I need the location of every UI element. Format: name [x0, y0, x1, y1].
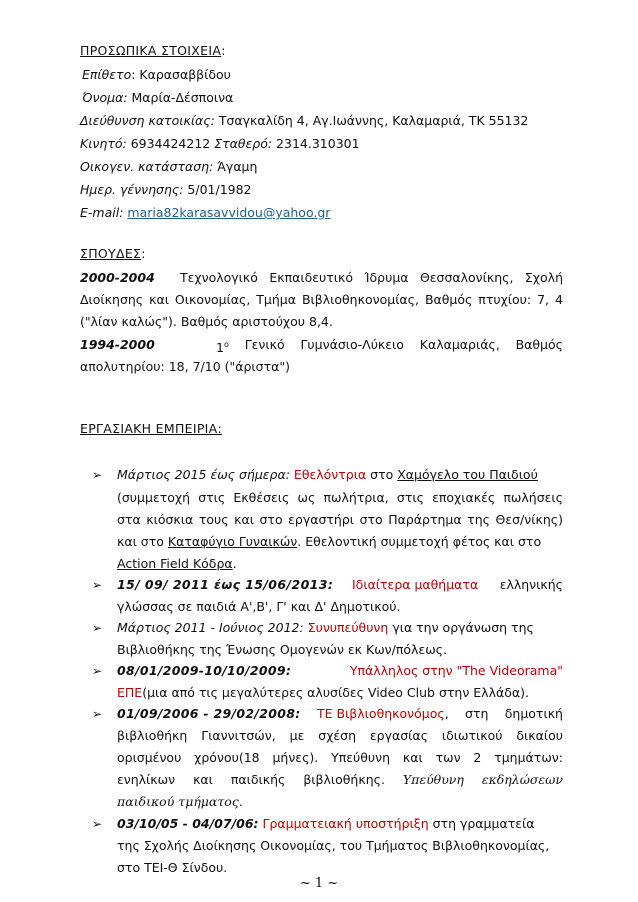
job6-rest: στη γραμματεία — [428, 816, 535, 831]
edu2-w: Καλαμαριάς, — [419, 337, 500, 352]
job6-line1 — [117, 815, 534, 833]
job5-w: με — [289, 728, 305, 743]
job1-line2 — [117, 489, 563, 507]
job5-role: ΤΕ Βιβλιοθηκονόμος — [317, 706, 445, 721]
job5-line1-rest — [317, 705, 563, 723]
name-row — [82, 89, 233, 107]
job3-line2: Βιβλιοθήκης της Ένωσης Ομογενών εκ Κων/πόλεως. — [117, 642, 447, 657]
job2-role: Ιδιαίτερα μαθήματα — [352, 577, 479, 592]
edu1-w: Τεχνολογικό — [180, 270, 258, 285]
edu1-w: και — [149, 292, 169, 307]
edu1-years: 2000-2004 — [80, 270, 155, 285]
address-row — [80, 112, 528, 130]
job1-actionfield-link[interactable]: Action Field Κόδρα — [117, 556, 233, 571]
education-heading-colon: : — [141, 246, 146, 261]
edu1-w: 7, — [537, 292, 550, 307]
work-heading — [80, 420, 222, 438]
job5-w: εκδηλώσεων — [481, 772, 563, 787]
edu1-w: Βιβλιοθηκονομίας, — [301, 292, 419, 307]
job1-w: πωλήσεις — [503, 490, 563, 505]
job1-w: στα — [117, 512, 141, 527]
job1-w: και — [234, 512, 254, 527]
edu2-line1-words — [216, 336, 563, 357]
edu2-w: Γυμνάσιο-Λύκειο — [300, 337, 404, 352]
edu1-line1-words — [180, 269, 563, 287]
job2-line2: γλώσσας σε παιδιά Α',Β', Γ' και Δ' Δημοτικού. — [117, 599, 401, 614]
surname-label: Επίθετο — [82, 67, 132, 82]
edu2-num: 1 — [216, 340, 224, 356]
job1-w: της — [467, 512, 490, 527]
education-heading-line — [80, 245, 145, 263]
job6-line3: στο ΤΕΙ-Θ Σίνδου. — [117, 860, 228, 875]
mobile-label: Κινητό: — [80, 136, 127, 151]
job5-w: δικαίου — [516, 728, 563, 743]
edu2-sup: ο — [223, 340, 229, 349]
job1-w: κιόσκια — [146, 512, 194, 527]
job4-l2-rest: (μια από τις μεγαλύτερες αλυσίδες Video Club στην Ελλάδα). — [142, 685, 529, 700]
edu1-line2 — [80, 291, 563, 309]
job3-role: Συνυπεύθυνη — [307, 620, 389, 635]
job1-l4-post: . Εθελοντική συμμετοχή φέτος και στο — [297, 534, 542, 549]
bullet-icon: ➢ — [92, 578, 103, 592]
job5-w: βιβλιοθήκης. — [303, 772, 385, 787]
edu1-w: 4 — [554, 292, 563, 307]
job5-w: σχέση — [318, 728, 357, 743]
bullet-icon: ➢ — [92, 707, 103, 721]
edu2-w: Βαθμός — [515, 337, 563, 352]
edu2-line1 — [80, 336, 563, 357]
personal-heading: ΠΡΟΣΩΠΙΚΑ ΣΤΟΙΧΕΙΑ — [80, 43, 222, 58]
job3-line1 — [117, 619, 534, 637]
edu1-w: Οικονομίας, — [174, 292, 251, 307]
job5-w: παιδικής — [230, 772, 286, 787]
address-value: Τσαγκαλίδη 4, Αγ.Ιωάννης, Καλαμαριά, ΤΚ 55132 — [214, 113, 529, 128]
job5-line3 — [117, 749, 563, 767]
job5-w: βιβλιοθήκη — [117, 728, 188, 743]
dob-label: Ημερ. γέννησης: — [80, 182, 184, 197]
education-heading: ΣΠΟΥΔΕΣ — [80, 246, 142, 261]
email-link[interactable]: maria82karasavvidou@yahoo.gr — [127, 205, 331, 220]
phone-value: 2314.310301 — [272, 136, 360, 151]
job5-line4 — [117, 771, 563, 789]
edu1-w: Σχολή — [524, 270, 563, 285]
email-label: E-mail: — [80, 205, 124, 220]
job1-role: Εθελόντρια — [293, 467, 367, 482]
job2-rest: ελληνικής — [499, 577, 563, 592]
job1-shelter-link[interactable]: Καταφύγιο Γυναικών — [167, 534, 298, 549]
edu2-school-num — [216, 336, 229, 357]
edu1-line3: ("λίαν καλώς"). Βαθμός αριστούχου 8,4. — [80, 314, 333, 329]
job1-w: Παράρτημα — [388, 512, 462, 527]
job1-date: Μάρτιος 2015 έως σήμερα: — [117, 467, 290, 482]
phone-label: Σταθερό: — [214, 136, 273, 151]
job5-line1 — [117, 705, 563, 723]
bullet-icon: ➢ — [92, 817, 103, 831]
page-number: ~ 1 ~ — [299, 876, 339, 891]
job5-w: Υπεύθυνη — [402, 772, 464, 787]
job4-role: Υπάλληλος στην "The Videorama" — [349, 663, 563, 678]
edu1-line1 — [80, 269, 563, 287]
job5-w: στη — [465, 706, 489, 721]
job2-line1-rest — [352, 576, 563, 594]
job6-role: Γραμματειακή υποστήριξη — [262, 816, 429, 831]
job5-w: ενηλίκων — [117, 772, 176, 787]
job2-date: 15/ 09/ 2011 έως 15/06/2013: — [117, 577, 334, 592]
job1-w: τους — [198, 512, 229, 527]
job5-w: εργασίας — [369, 728, 428, 743]
job1-l4-pre: και στο — [117, 534, 168, 549]
job1-w: Θεσ/νίκης) — [495, 512, 563, 527]
surname-value: : Καρασαββίδου — [131, 67, 231, 82]
job1-w: στο — [359, 512, 383, 527]
address-label: Διεύθυνση κατοικίας: — [80, 113, 215, 128]
edu1-w: Ίδρυμα — [364, 270, 409, 285]
job5-w: και — [402, 750, 423, 765]
job5-w: μήνες). — [272, 750, 319, 765]
job1-org: Χαμόγελο του Παιδιού — [397, 467, 538, 482]
job5-w: 2 — [473, 750, 482, 765]
job5-w: και — [193, 772, 213, 787]
marital-label: Οικογεν. κατάσταση: — [80, 159, 214, 174]
mobile-value: 6934424212 — [126, 136, 215, 151]
job5-role-group — [317, 705, 449, 723]
name-value: Μαρία-Δέσποινα — [127, 90, 234, 105]
job5-w: χρόνου(18 — [194, 750, 260, 765]
email-row — [80, 204, 330, 222]
bullet-icon: ➢ — [92, 468, 103, 482]
bullet-icon: ➢ — [92, 621, 103, 635]
job1-w: στις — [396, 490, 424, 505]
job1-w: στο — [259, 512, 283, 527]
job5-w: των — [435, 750, 461, 765]
edu1-w: πτυχίου: — [478, 292, 532, 307]
job1-w: στις — [198, 490, 226, 505]
job1-at: στο — [366, 467, 398, 482]
edu1-w: Εκπαιδευτικό — [269, 270, 354, 285]
job5-w: τμημάτων: — [494, 750, 563, 765]
job6-line2: της Σχολής Διοίκησης Οικονομίας, του Τμήματος Βιβλιοθηκονομίας, — [117, 838, 550, 853]
job3-rest: για την οργάνωση της — [388, 620, 534, 635]
job1-w: (συμμετοχή — [117, 490, 191, 505]
job5-line2 — [117, 727, 563, 745]
job5-w: ιδιωτικού — [441, 728, 503, 743]
marital-value: Άγαμη — [213, 159, 258, 174]
surname-row — [82, 66, 231, 84]
job5-comma: , — [444, 706, 449, 721]
edu2-w: Γενικό — [244, 337, 285, 352]
job5-w: Υπεύθυνη — [331, 750, 391, 765]
name-label: Όνομα: — [82, 90, 128, 105]
job5-date: 01/09/2006 - 29/02/2008: — [117, 706, 301, 721]
job3-date: Μάρτιος 2011 - Ιούνιος 2012: — [117, 620, 304, 635]
job5-w: Γιαννιτσών, — [201, 728, 276, 743]
job4-date: 08/01/2009-10/10/2009: — [117, 663, 292, 678]
dob-value: 5/01/1982 — [183, 182, 252, 197]
marital-row — [80, 158, 257, 176]
job5-w: ορισμένου — [117, 750, 182, 765]
personal-heading-line — [80, 42, 225, 60]
bullet-icon: ➢ — [92, 664, 103, 678]
job1-line1 — [117, 466, 538, 484]
job5-w: δημοτική — [504, 706, 563, 721]
personal-heading-colon: : — [221, 43, 226, 58]
edu1-w: Τμήμα — [256, 292, 297, 307]
edu1-w: Διοίκησης — [80, 292, 144, 307]
work-heading-text: ΕΡΓΑΣΙΑΚΗ ΕΜΠΕΙΡΙΑ: — [80, 421, 223, 436]
job2-line1 — [117, 576, 563, 594]
edu2-years: 1994-2000 — [80, 337, 155, 352]
job1-l5-post: . — [232, 556, 237, 571]
job1-line4 — [117, 533, 541, 551]
job1-line3 — [117, 511, 563, 529]
job4-line1 — [117, 662, 563, 680]
job1-w: πωλήτρια, — [323, 490, 389, 505]
job5-line5: παιδικού τμήματος. — [117, 794, 243, 809]
edu1-w: Βαθμός — [424, 292, 473, 307]
job4-line2 — [117, 684, 529, 702]
edu2-line2: απολυτηρίου: 18, 7/10 ("άριστα") — [80, 359, 290, 374]
dob-row — [80, 181, 252, 199]
job1-w: εργαστήρι — [288, 512, 355, 527]
edu1-w: Θεσσαλονίκης, — [419, 270, 514, 285]
job1-w: ως — [297, 490, 316, 505]
job4-epe: ΕΠΕ — [117, 685, 143, 700]
phones-row — [80, 135, 360, 153]
job1-w: εποχιακές — [432, 490, 496, 505]
job1-w: Εκθέσεις — [233, 490, 290, 505]
job1-line5 — [117, 555, 237, 573]
job6-date: 03/10/05 - 04/07/06: — [117, 816, 259, 831]
